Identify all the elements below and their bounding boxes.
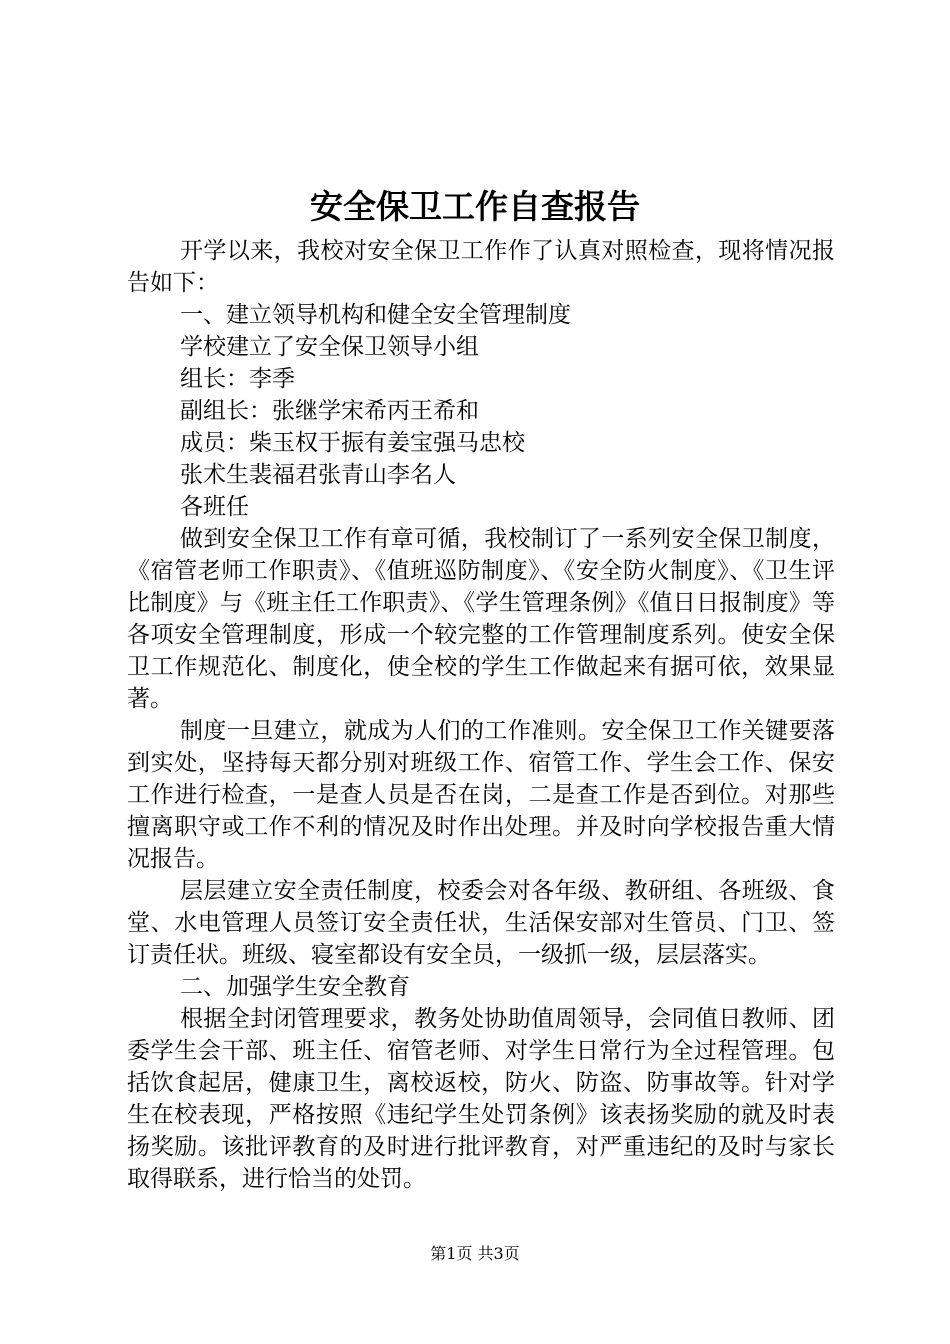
paragraph-implementation: 制度一旦建立，就成为人们的工作准则。安全保卫工作关键要落到实处，坚持每天都分别对班级工作、宿管工作、学生会工作、保安工作进行检查，一是查人员是否在岗，二是查工作是否到位。对那些擅离职守或工作不利的情况及时作出处理。并及时向学校报告重大情况报告。 (127, 718, 835, 872)
paragraph-deputy-leaders: 副组长：张继学宋希丙王希和 (180, 398, 479, 424)
document-title: 安全保卫工作自查报告 (310, 187, 640, 226)
paragraph-class-teachers: 各班任 (180, 494, 249, 520)
paragraph-group-established: 学校建立了安全保卫领导小组 (180, 334, 479, 360)
paragraph-regulations: 做到安全保卫工作有章可循，我校制订了一系列安全保卫制度，《宿管老师工作职责》、《值班巡防制度》、《安全防火制度》、《卫生评比制度》与《班主任工作职责》、《学生管理条例》《值日日报制度》等各项安全管理制度，形成一个较完整的工作管理制度系列。使安全保卫工作规范化、制度化，使全校的学生工作做起来有据可依，效果显著。 (127, 526, 835, 712)
paragraph-members: 成员：柴玉权于振有姜宝强马忠校 (180, 430, 525, 456)
section-heading-1: 一、建立领导机构和健全安全管理制度 (180, 302, 571, 328)
paragraph-intro: 开学以来，我校对安全保卫工作作了认真对照检查，现将情况报告如下： (127, 238, 835, 296)
document-body (127, 235, 835, 1195)
paragraph-group-leader: 组长：李季 (180, 366, 295, 392)
paragraph-student-education: 根据全封闭管理要求，教务处协助值周领导，会同值日教师、团委学生会干部、班主任、宿管老师、对学生日常行为全过程管理。包括饮食起居，健康卫生，离校返校，防火、防盗、防事故等。针对学生在校表现，严格按照《违纪学生处罚条例》该表扬奖励的就及时表扬奖励。该批评教育的及时进行批评教育，对严重违纪的及时与家长取得联系，进行恰当的处罚。 (127, 1006, 835, 1192)
paragraph-responsibility: 层层建立安全责任制度，校委会对各年级、教研组、各班级、食堂、水电管理人员签订安全责任状，生活保安部对生管员、门卫、签订责任状。班级、寝室都设有安全员，一级抓一级，层层落实。 (127, 878, 835, 968)
page-footer: 第1页 共3页 (430, 1244, 520, 1263)
paragraph-members-continued: 张术生裴福君张青山李名人 (180, 462, 456, 488)
section-heading-2: 二、加强学生安全教育 (180, 974, 410, 1000)
